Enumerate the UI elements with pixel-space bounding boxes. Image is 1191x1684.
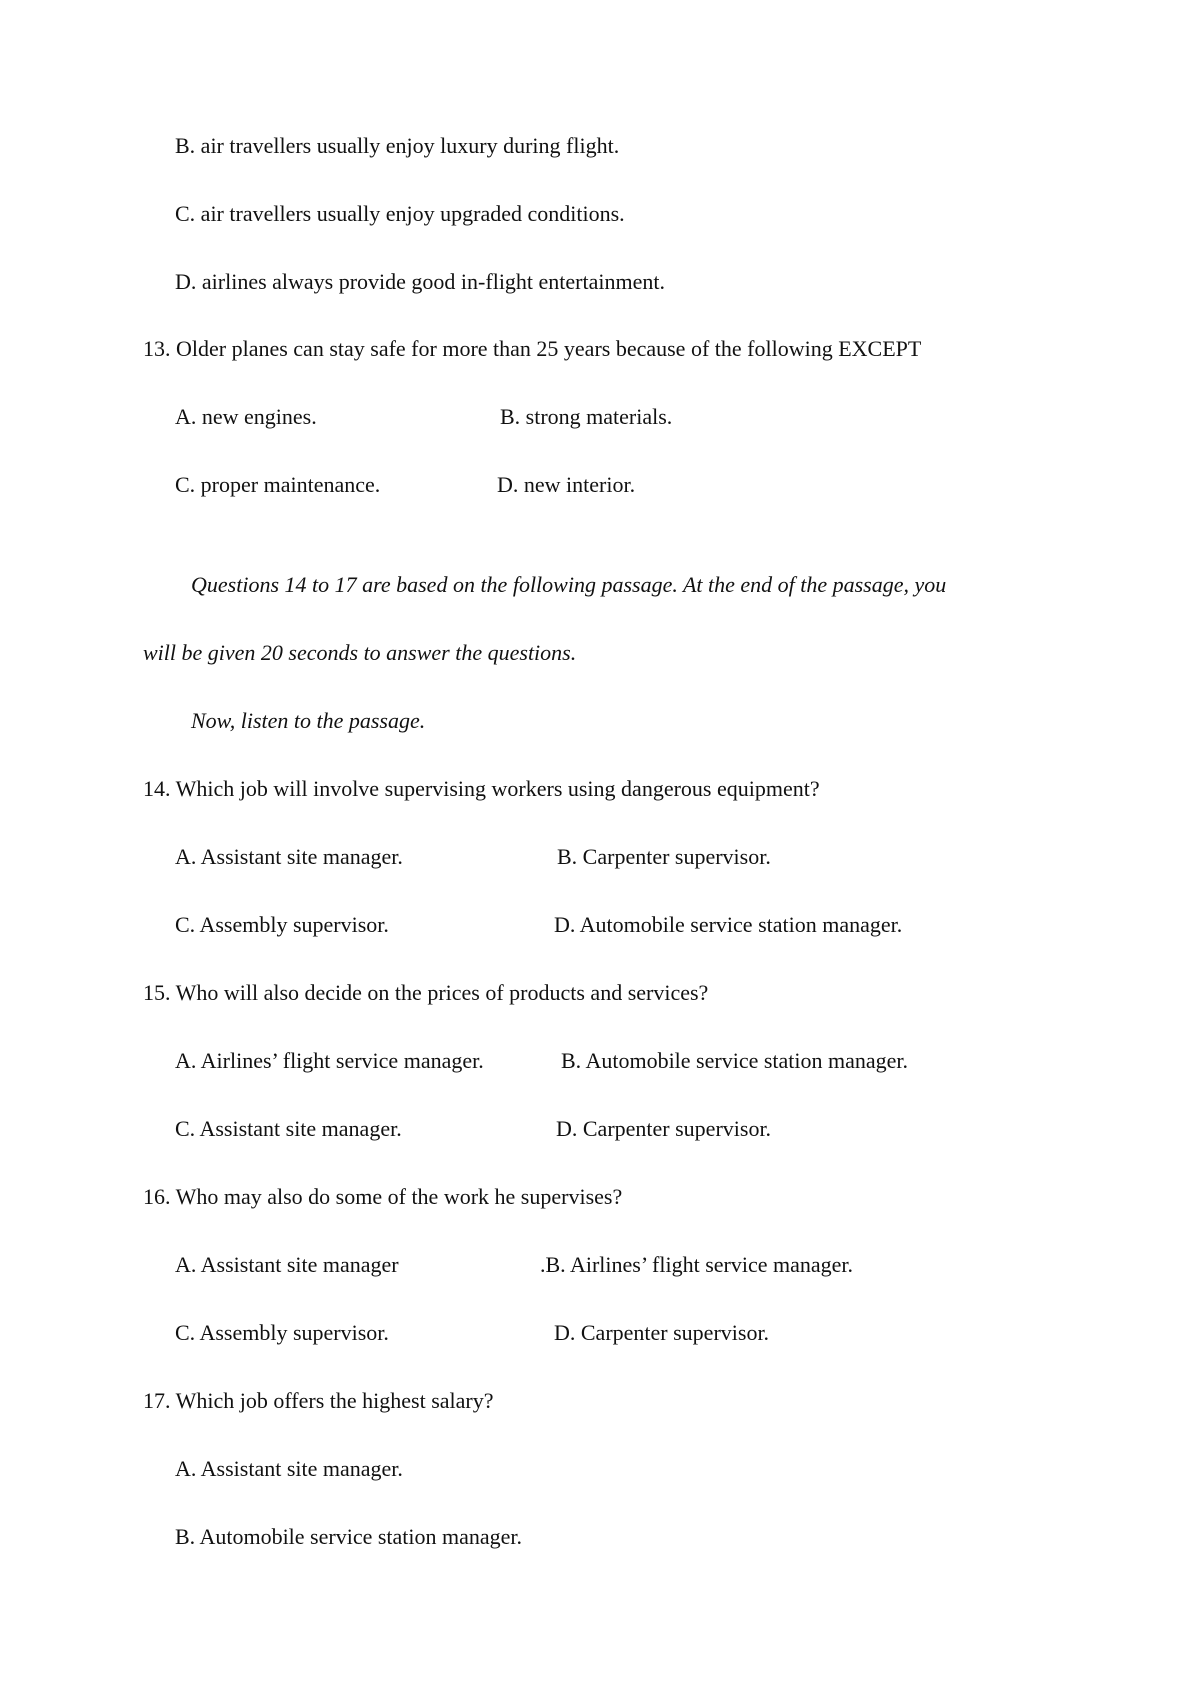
q13-option-a: A. new engines. bbox=[175, 404, 317, 429]
instructions-line-1: Questions 14 to 17 are based on the following passage. At the end of the passage, you bbox=[191, 572, 947, 597]
q14-stem: 14. Which job will involve supervising workers using dangerous equipment? bbox=[143, 776, 820, 801]
q12-option-b: B. air travellers usually enjoy luxury during flight. bbox=[175, 133, 620, 158]
q16-option-a: A. Assistant site manager bbox=[175, 1252, 399, 1277]
q15-option-b: B. Automobile service station manager. bbox=[561, 1048, 909, 1073]
q13-option-b: B. strong materials. bbox=[500, 404, 673, 429]
q12-option-c: C. air travellers usually enjoy upgraded conditions. bbox=[175, 201, 625, 226]
q16-stem: 16. Who may also do some of the work he supervises? bbox=[143, 1184, 623, 1209]
q16-option-d: D. Carpenter supervisor. bbox=[554, 1320, 770, 1345]
q15-option-a: A. Airlines’ flight service manager. bbox=[175, 1048, 484, 1073]
q16-option-b: .B. Airlines’ flight service manager. bbox=[540, 1252, 854, 1277]
q17-stem: 17. Which job offers the highest salary? bbox=[143, 1388, 494, 1413]
instructions-line-2: will be given 20 seconds to answer the questions. bbox=[143, 640, 577, 665]
q13-option-d: D. new interior. bbox=[497, 472, 636, 497]
instructions-line-3: Now, listen to the passage. bbox=[191, 708, 426, 733]
q14-option-d: D. Automobile service station manager. bbox=[554, 912, 903, 937]
q15-stem: 15. Who will also decide on the prices of products and services? bbox=[143, 980, 709, 1005]
q16-option-c: C. Assembly supervisor. bbox=[175, 1320, 389, 1345]
q15-option-c: C. Assistant site manager. bbox=[175, 1116, 402, 1141]
q13-stem: 13. Older planes can stay safe for more than 25 years because of the following EXCEPT bbox=[143, 336, 922, 361]
q17-option-a: A. Assistant site manager. bbox=[175, 1456, 403, 1481]
q12-option-d: D. airlines always provide good in-flight entertainment. bbox=[175, 269, 665, 294]
q17-option-b: B. Automobile service station manager. bbox=[175, 1524, 523, 1549]
q15-option-d: D. Carpenter supervisor. bbox=[556, 1116, 772, 1141]
q14-option-c: C. Assembly supervisor. bbox=[175, 912, 389, 937]
q14-option-a: A. Assistant site manager. bbox=[175, 844, 403, 869]
q13-option-c: C. proper maintenance. bbox=[175, 472, 381, 497]
q14-option-b: B. Carpenter supervisor. bbox=[557, 844, 771, 869]
